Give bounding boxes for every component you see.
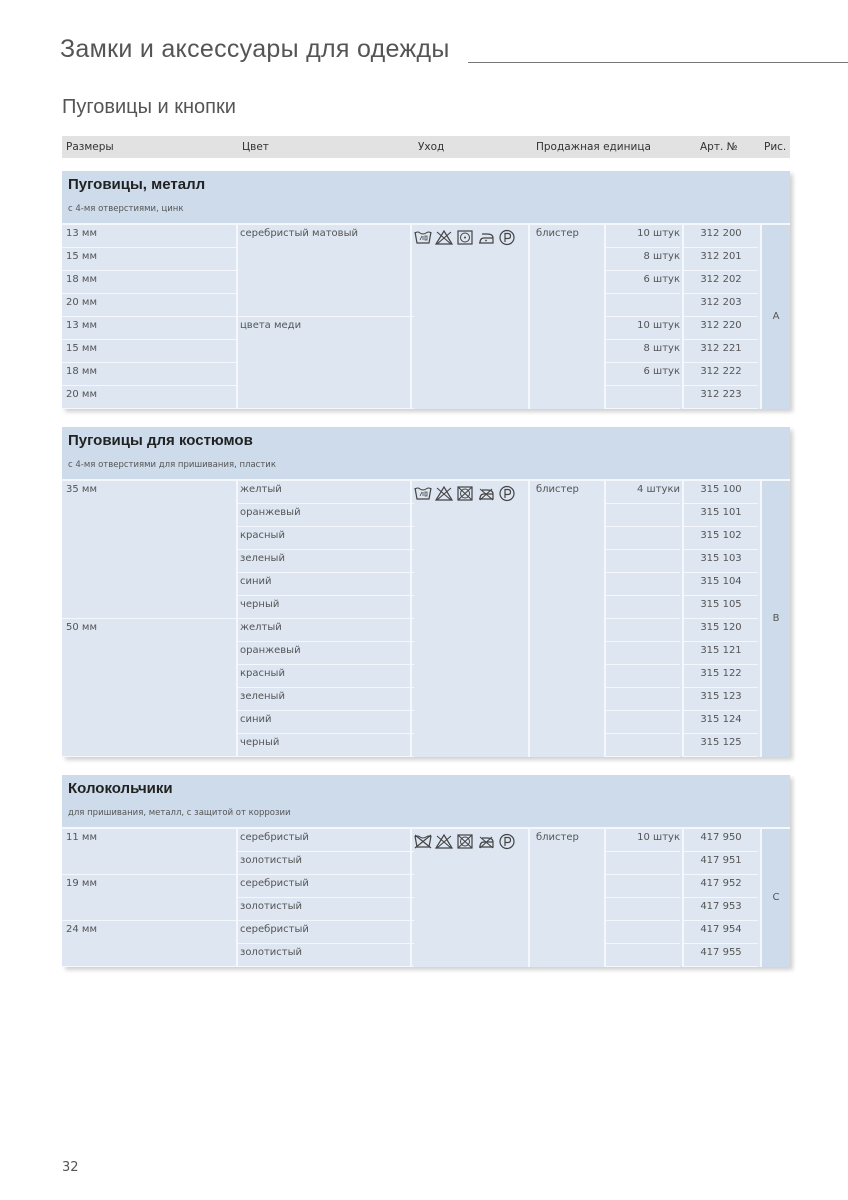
quantity-cell: 8 штук	[604, 340, 680, 363]
table-row	[62, 294, 790, 317]
no-iron-icon	[477, 833, 495, 850]
quantity-cell	[604, 573, 680, 596]
quantity-cell	[604, 550, 680, 573]
color-cell: зеленый	[236, 550, 414, 573]
color-cell	[236, 248, 414, 270]
quantity-cell: 6 штук	[604, 271, 680, 294]
size-cell: 18 мм	[62, 363, 236, 386]
quantity-cell	[604, 596, 680, 619]
color-cell: серебристый	[236, 875, 414, 898]
article-number-cell: 417 955	[684, 944, 758, 967]
picture-ref-cell: A	[762, 225, 790, 409]
size-cell	[62, 665, 236, 687]
size-cell: 19 мм	[66, 878, 97, 889]
size-cell	[62, 711, 236, 733]
col-color: Цвет	[242, 141, 269, 153]
color-cell: синий	[236, 573, 414, 596]
table-row	[62, 317, 790, 340]
header-rule	[468, 62, 848, 63]
section-title: Пуговицы, металл	[68, 176, 206, 193]
dry-clean-p-icon	[498, 229, 516, 246]
article-number-cell: 315 122	[684, 665, 758, 688]
article-number-cell: 315 121	[684, 642, 758, 665]
table-row	[62, 711, 790, 734]
quantity-cell: 10 штук	[604, 317, 680, 340]
color-cell	[236, 340, 414, 362]
table-row	[62, 340, 790, 363]
color-cell: оранжевый	[236, 504, 414, 527]
color-cell: серебристый	[236, 829, 414, 852]
color-cell: черный	[236, 734, 414, 757]
article-number-cell: 312 220	[684, 317, 758, 340]
quantity-cell	[604, 665, 680, 688]
table-row	[62, 734, 790, 757]
article-number-cell: 312 223	[684, 386, 758, 409]
care-symbols	[414, 485, 516, 501]
article-number-cell: 315 120	[684, 619, 758, 642]
section-title: Пуговицы для костюмов	[68, 432, 253, 449]
care-symbols	[414, 229, 516, 245]
col-pic: Рис.	[764, 141, 787, 153]
section-header	[62, 171, 790, 223]
section-bells	[62, 775, 790, 967]
tumble-dry-icon	[456, 229, 474, 246]
size-cell	[62, 527, 236, 549]
size-cell: 15 мм	[62, 340, 236, 363]
size-cell: 35 мм	[66, 484, 97, 495]
table-row	[62, 550, 790, 573]
table-row	[62, 875, 790, 898]
size-cell	[62, 852, 236, 875]
section-suit-buttons	[62, 427, 790, 757]
section-header	[62, 427, 790, 479]
color-cell: желтый	[236, 481, 414, 504]
table-row	[62, 504, 790, 527]
article-number-cell: 315 102	[684, 527, 758, 550]
table-row	[62, 271, 790, 294]
sales-unit-cell: блистер	[536, 832, 579, 843]
article-number-cell: 417 952	[684, 875, 758, 898]
table-row	[62, 642, 790, 665]
dry-clean-p-icon	[498, 485, 516, 502]
quantity-cell	[604, 875, 680, 898]
column-header	[62, 136, 790, 158]
color-cell: серебристый матовый	[240, 228, 358, 239]
quantity-cell: 4 штуки	[604, 481, 680, 504]
article-number-cell: 315 104	[684, 573, 758, 596]
quantity-cell	[604, 294, 680, 317]
section-body	[62, 827, 790, 967]
quantity-cell	[604, 642, 680, 665]
color-cell: черный	[236, 596, 414, 619]
table-row	[62, 527, 790, 550]
size-cell	[62, 944, 236, 967]
article-number-cell: 417 950	[684, 829, 758, 852]
article-number-cell: 312 200	[684, 225, 758, 248]
article-number-cell: 315 123	[684, 688, 758, 711]
color-cell: зеленый	[236, 688, 414, 711]
col-size: Размеры	[66, 141, 114, 153]
quantity-cell: 10 штук	[604, 829, 680, 852]
color-cell: оранжевый	[236, 642, 414, 665]
size-cell	[62, 734, 236, 757]
color-cell	[236, 363, 414, 385]
sales-unit-cell: блистер	[536, 484, 579, 495]
page-subtitle: Пуговицы и кнопки	[62, 96, 236, 118]
article-number-cell: 312 202	[684, 271, 758, 294]
section-title: Колокольчики	[68, 780, 173, 797]
article-number-cell: 315 124	[684, 711, 758, 734]
iron-icon	[477, 229, 495, 246]
care-symbols	[414, 833, 516, 849]
color-cell: синий	[236, 711, 414, 734]
article-number-cell: 312 201	[684, 248, 758, 271]
quantity-cell	[604, 504, 680, 527]
quantity-cell	[604, 688, 680, 711]
quantity-cell: 6 штук	[604, 363, 680, 386]
article-number-cell: 315 101	[684, 504, 758, 527]
color-cell: золотистый	[236, 944, 414, 967]
table-row	[62, 619, 790, 642]
table-row	[62, 852, 790, 875]
article-number-cell: 312 221	[684, 340, 758, 363]
article-number-cell: 315 100	[684, 481, 758, 504]
table-row	[62, 898, 790, 921]
color-cell: золотистый	[236, 898, 414, 921]
color-cell: красный	[236, 527, 414, 550]
quantity-cell	[604, 852, 680, 875]
page-header	[60, 35, 848, 75]
article-number-cell: 312 222	[684, 363, 758, 386]
size-cell: 18 мм	[62, 271, 236, 294]
color-cell	[236, 271, 414, 293]
table-row	[62, 248, 790, 271]
table-row	[62, 921, 790, 944]
color-cell	[236, 386, 414, 409]
table-row	[62, 573, 790, 596]
size-cell: 15 мм	[62, 248, 236, 271]
no-bleach-icon	[435, 229, 453, 246]
sales-unit-cell: блистер	[536, 228, 579, 239]
section-header	[62, 775, 790, 827]
size-cell: 13 мм	[62, 225, 236, 248]
quantity-cell	[604, 898, 680, 921]
section-subtitle: для пришивания, металл, с защитой от коррозии	[68, 808, 291, 818]
quantity-cell	[604, 921, 680, 944]
color-cell: золотистый	[236, 852, 414, 875]
table-row	[62, 688, 790, 711]
picture-ref-cell: C	[762, 829, 790, 967]
size-cell: 13 мм	[62, 317, 236, 340]
quantity-cell: 10 штук	[604, 225, 680, 248]
table-row	[62, 944, 790, 967]
article-number-cell: 417 954	[684, 921, 758, 944]
size-cell	[62, 573, 236, 595]
section-subtitle: с 4-мя отверстиями, цинк	[68, 204, 184, 214]
article-number-cell: 315 103	[684, 550, 758, 573]
size-cell: 11 мм	[66, 832, 97, 843]
color-cell: желтый	[236, 619, 414, 642]
table-row	[62, 363, 790, 386]
page-number: 32	[62, 1160, 79, 1175]
quantity-cell	[604, 527, 680, 550]
article-number-cell: 312 203	[684, 294, 758, 317]
col-art: Арт. №	[700, 141, 738, 153]
col-care: Уход	[418, 141, 445, 153]
size-cell: 20 мм	[62, 294, 236, 317]
color-cell: цвета меди	[240, 320, 302, 331]
col-unit: Продажная единица	[536, 141, 651, 153]
dry-clean-p-icon	[498, 833, 516, 850]
no-wash-icon	[414, 833, 432, 850]
section-body	[62, 479, 790, 757]
wash-40-icon	[414, 485, 432, 502]
size-cell	[62, 596, 236, 619]
no-iron-icon	[477, 485, 495, 502]
size-cell: 20 мм	[62, 386, 236, 409]
wash-40-icon	[414, 229, 432, 246]
quantity-cell: 8 штук	[604, 248, 680, 271]
no-bleach-icon	[435, 833, 453, 850]
quantity-cell	[604, 619, 680, 642]
table-row	[62, 665, 790, 688]
size-cell	[62, 898, 236, 921]
size-cell	[62, 642, 236, 664]
quantity-cell	[604, 711, 680, 734]
article-number-cell: 315 105	[684, 596, 758, 619]
size-cell	[62, 688, 236, 710]
quantity-cell	[604, 386, 680, 409]
size-cell	[62, 550, 236, 572]
article-number-cell: 315 125	[684, 734, 758, 757]
article-number-cell: 417 953	[684, 898, 758, 921]
table-row	[62, 596, 790, 619]
quantity-cell	[604, 734, 680, 757]
article-number-cell: 417 951	[684, 852, 758, 875]
page-title: Замки и аксессуары для одежды	[60, 35, 450, 63]
no-tumble-dry-icon	[456, 485, 474, 502]
size-cell: 24 мм	[66, 924, 97, 935]
section-metal-buttons	[62, 171, 790, 409]
color-cell: красный	[236, 665, 414, 688]
size-cell	[62, 504, 236, 526]
no-bleach-icon	[435, 485, 453, 502]
section-body	[62, 223, 790, 409]
color-cell: серебристый	[236, 921, 414, 944]
section-subtitle: с 4-мя отверстиями для пришивания, пластик	[68, 460, 276, 470]
table-row	[62, 386, 790, 409]
picture-ref-cell: B	[762, 481, 790, 757]
size-cell: 50 мм	[66, 622, 97, 633]
quantity-cell	[604, 944, 680, 967]
no-tumble-dry-icon	[456, 833, 474, 850]
color-cell	[236, 294, 414, 317]
